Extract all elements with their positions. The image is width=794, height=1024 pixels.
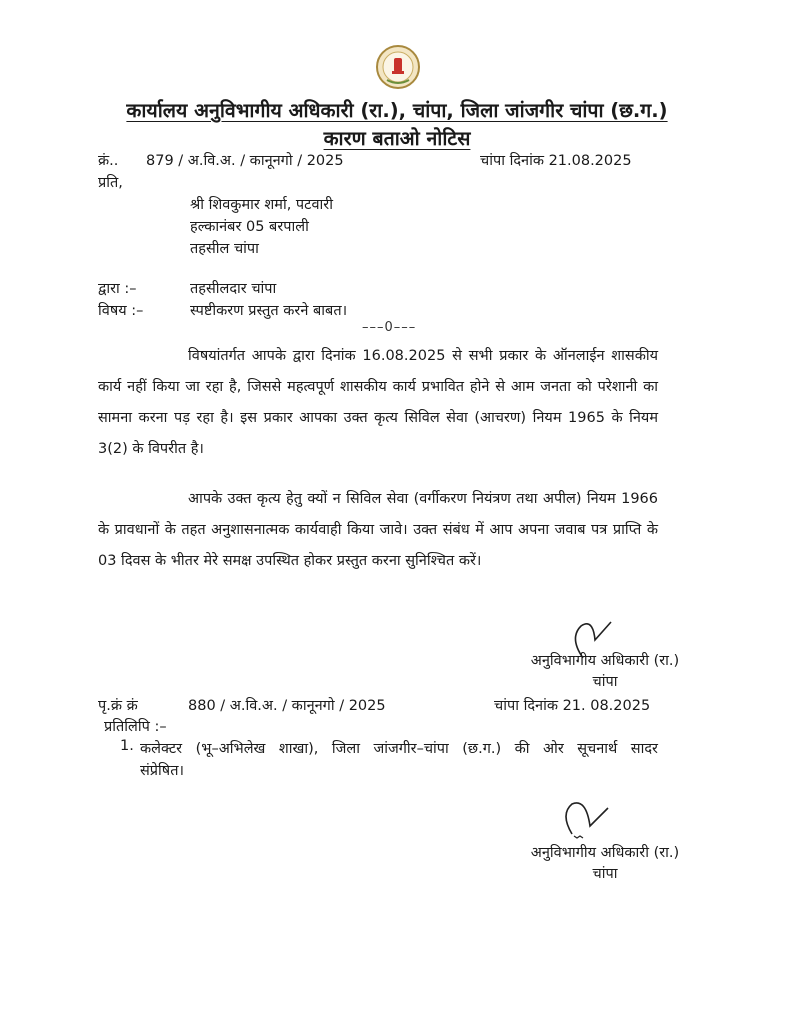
through-label: द्वारा :–: [98, 281, 137, 297]
ref-label: क्रं..: [98, 153, 119, 169]
body-paragraph-2: आपके उक्त कृत्य हेतु क्यों न सिविल सेवा (वर्गीकरण नियंत्रण तथा अपील) नियम 1966 के प्रावधानों के तहत अनुशासनात्मक कार्यवाही किया जावे। उक्त संबंध में आप अपना जवाब पत्र प्राप्ति के 03 दिवस के भीतर मेरे समक्ष उपस्थित होकर प्रस्तुत करना सुनिश्चित करें।: [98, 491, 658, 569]
subject-value: स्पष्टीकरण प्रस्तुत करने बाबत।: [190, 303, 348, 319]
recipient-line: हल्कानंबर 05 बरपाली: [190, 219, 309, 235]
endorsement-place-date: चांपा दिनांक 21. 08.2025: [494, 698, 651, 714]
copy-item-text-continued: संप्रेषित।: [140, 763, 184, 779]
copy-label: प्रतिलिपि :–: [104, 719, 167, 735]
copy-item-text: कलेक्टर (भू–अभिलेख शाखा), जिला जांजगीर–चांपा (छ.ग.) की ओर सूचनार्थ सादर: [140, 741, 658, 757]
government-emblem-icon: [375, 44, 421, 90]
ref-number: 879 / अ.वि.अ. / कानूनगो / 2025: [146, 153, 344, 169]
ref-place-date: चांपा दिनांक 21.08.2025: [480, 153, 632, 169]
subject-label: विषय :–: [98, 303, 144, 319]
signature-designation: अनुविभागीय अधिकारी (रा.): [530, 653, 680, 669]
recipient-line: श्री शिवकुमार शर्मा, पटवारी: [190, 197, 333, 213]
to-label: प्रति,: [98, 175, 123, 191]
separator: –––0–––: [362, 320, 417, 335]
signature-designation: अनुविभागीय अधिकारी (रा.): [530, 845, 680, 861]
through-value: तहसीलदार चांपा: [190, 281, 277, 297]
notice-title: कारण बताओ नोटिस: [323, 127, 471, 150]
office-title: कार्यालय अनुविभागीय अधिकारी (रा.), चांपा, जिला जांजगीर चांपा (छ.ग.): [126, 99, 668, 122]
endorsement-label: पृ.क्रं क्रं: [98, 698, 138, 714]
copy-item-number: 1.: [120, 738, 134, 754]
signature-mark: [558, 800, 618, 845]
body-paragraph-1: विषयांतर्गत आपके द्वारा दिनांक 16.08.2025 से सभी प्रकार के ऑनलाईन शासकीय कार्य नहीं किया जा रहा है, जिससे महत्वपूर्ण शासकीय कार्य प्रभावित होने से आम जनता को परेशानी का सामना करना पड़ रहा है। इस प्रकार आपका उक्त कृत्य सिविल सेवा (आचरण) नियम 1965 के नियम 3(2) के विपरीत है।: [98, 348, 658, 457]
signature-place: चांपा: [592, 674, 618, 690]
signature-place: चांपा: [592, 866, 618, 882]
endorsement-number: 880 / अ.वि.अ. / कानूनगो / 2025: [188, 698, 386, 714]
recipient-line: तहसील चांपा: [190, 241, 259, 257]
